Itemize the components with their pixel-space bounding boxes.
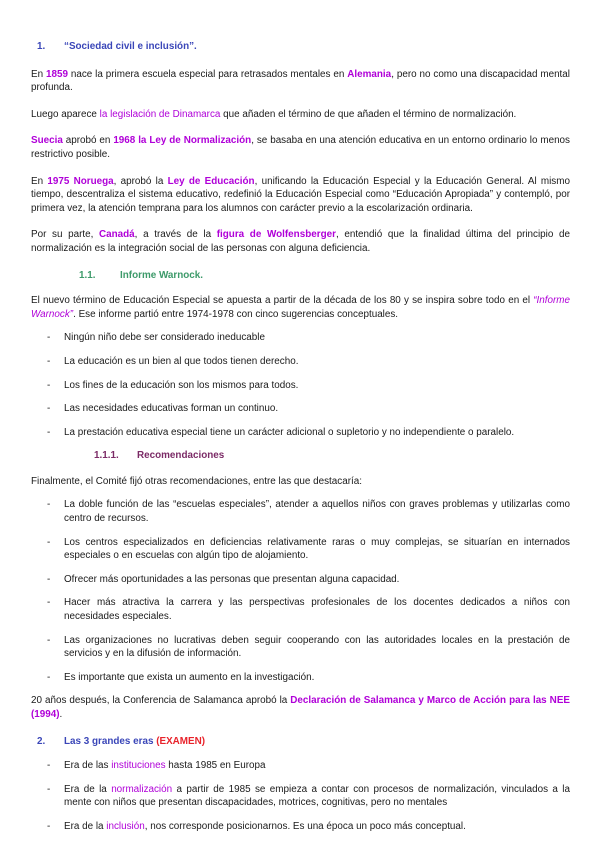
dash-bullet: -	[47, 760, 51, 772]
list-item-text: Las necesidades educativas forman un continuo.	[64, 403, 279, 415]
list-item-text: Las organizaciones no lucrativas deben seguir cooperando con las autoridades locales en la prestación de servicios y en la difusión de información.	[64, 634, 570, 660]
dash-bullet: -	[47, 355, 51, 367]
list-item	[31, 634, 570, 661]
section-number: 2.	[37, 735, 46, 747]
list-item	[31, 573, 570, 587]
list-item	[31, 498, 570, 525]
section-1-1-heading	[79, 269, 570, 283]
list-item	[31, 820, 570, 834]
paragraph-suecia: Suecia aprobó en 1968 la Ley de Normalización, se basaba en una atención educativa en un entorno ordinario lo menos restrictivo posible.	[31, 135, 570, 160]
list-item-text: Era de la inclusión, nos corresponde posicionarnos. Es una época un poco más conceptual.	[64, 820, 466, 832]
paragraph-dinamarca: Luego aparece la legislación de Dinamarca que añaden el término de que añaden el término de normalización.	[31, 108, 517, 120]
list-item-text: La doble función de las “escuelas especiales”, atender a aquellos niños con graves problemas y utilizarlas como centro de recursos.	[64, 499, 570, 525]
list-item-text: Era de las instituciones hasta 1985 en Europa	[64, 760, 266, 772]
section-title: “Sociedad civil e inclusión”.	[64, 41, 197, 52]
dash-bullet: -	[47, 820, 51, 832]
list-item	[31, 783, 570, 810]
dash-bullet: -	[47, 634, 51, 646]
list-item-text: Los fines de la educación son los mismos para todos.	[64, 379, 299, 391]
list-item-text: Era de la normalización a partir de 1985 se empieza a contar con procesos de normalización, vinculados a la mente con niños que presentan discapacidades, motrices, cognitivas, pero no mentales	[64, 783, 570, 809]
dash-bullet: -	[47, 379, 51, 391]
list-item	[31, 596, 570, 623]
section-title: Informe Warnock.	[120, 269, 204, 281]
dash-bullet: -	[47, 499, 51, 511]
list-item	[31, 426, 570, 440]
dash-bullet: -	[47, 573, 51, 585]
list-item	[31, 402, 570, 416]
list-item	[31, 331, 570, 345]
dash-bullet: -	[47, 426, 51, 438]
paragraph-noruega: En 1975 Noruega, aprobó la Ley de Educación, unificando la Educación Especial y la Educación General. Al mismo tiempo, descentraliza el sistema educativo, redefinió la Educación Especial como “Educación Apropiada” y contempló, por primera vez, la atención temprana para los alumnos con carácter previo a la escolarización ordinaria.	[31, 175, 570, 214]
section-2-heading	[37, 735, 570, 749]
paragraph-1859: En 1859 nace la primera escuela especial para retrasados mentales en Alemania, pero no como una discapacidad mental profunda.	[31, 68, 570, 94]
dash-bullet: -	[47, 597, 51, 609]
paragraph-comite: Finalmente, el Comité fijó otras recomendaciones, entre las que destacaría:	[31, 475, 362, 487]
dash-bullet: -	[47, 783, 51, 795]
list-item-text: Es importante que exista un aumento en la investigación.	[64, 671, 315, 683]
section-title: Recomendaciones	[137, 450, 225, 462]
dash-bullet: -	[47, 332, 51, 344]
list-item-text: La prestación educativa especial tiene un carácter adicional o supletorio y no independiente o paralelo.	[64, 426, 515, 438]
list-item	[31, 536, 570, 563]
dash-bullet: -	[47, 403, 51, 415]
section-number: 1.1.1.	[94, 450, 119, 462]
paragraph-canada: Por su parte, Canadá, a través de la figura de Wolfensberger, entendió que la finalidad última del principio de normalización es la integración social de las personas con alguna deficiencia.	[31, 229, 570, 254]
recommendations-list	[31, 498, 570, 684]
section-1-1-1-heading	[31, 449, 570, 463]
dash-bullet: -	[47, 536, 51, 548]
paragraph-warnock: El nuevo término de Educación Especial se apuesta a partir de la década de los 80 y se inspira sobre todo en el “Informe Warnock”. Ese informe partió entre 1974-1978 con cinco sugerencias conceptuales.	[31, 295, 570, 320]
section-number: 1.1.	[79, 269, 96, 281]
dash-bullet: -	[47, 671, 51, 683]
section-title: Las 3 grandes eras (EXAMEN)	[64, 735, 206, 747]
list-item-text: Los centros especializados en deficiencias relativamente raras o muy complejas, se situarían en internados especiales o en escuelas con algún tipo de alojamiento.	[64, 536, 570, 562]
list-item-text: La educación es un bien al que todos tienen derecho.	[64, 355, 299, 367]
list-item	[31, 671, 570, 685]
list-item-text: Ofrecer más oportunidades a las personas que presentan alguna capacidad.	[64, 573, 400, 585]
paragraph-salamanca: 20 años después, la Conferencia de Salamanca aprobó la Declaración de Salamanca y Marco de Acción para las NEE (1994).	[31, 695, 570, 720]
warnock-suggestions-list	[31, 331, 570, 439]
exam-tag: (EXAMEN)	[156, 735, 206, 747]
list-item	[31, 355, 570, 369]
list-item-text: Hacer más atractiva la carrera y las perspectivas profesionales de los docentes dedicados a niños con necesidades especiales.	[64, 597, 570, 623]
list-item	[31, 379, 570, 393]
list-item	[31, 759, 570, 773]
list-item-text: Ningún niño debe ser considerado ineducable	[64, 332, 265, 344]
eras-list	[31, 759, 570, 833]
section-number: 1.	[37, 41, 46, 52]
section-1-heading	[37, 40, 570, 54]
